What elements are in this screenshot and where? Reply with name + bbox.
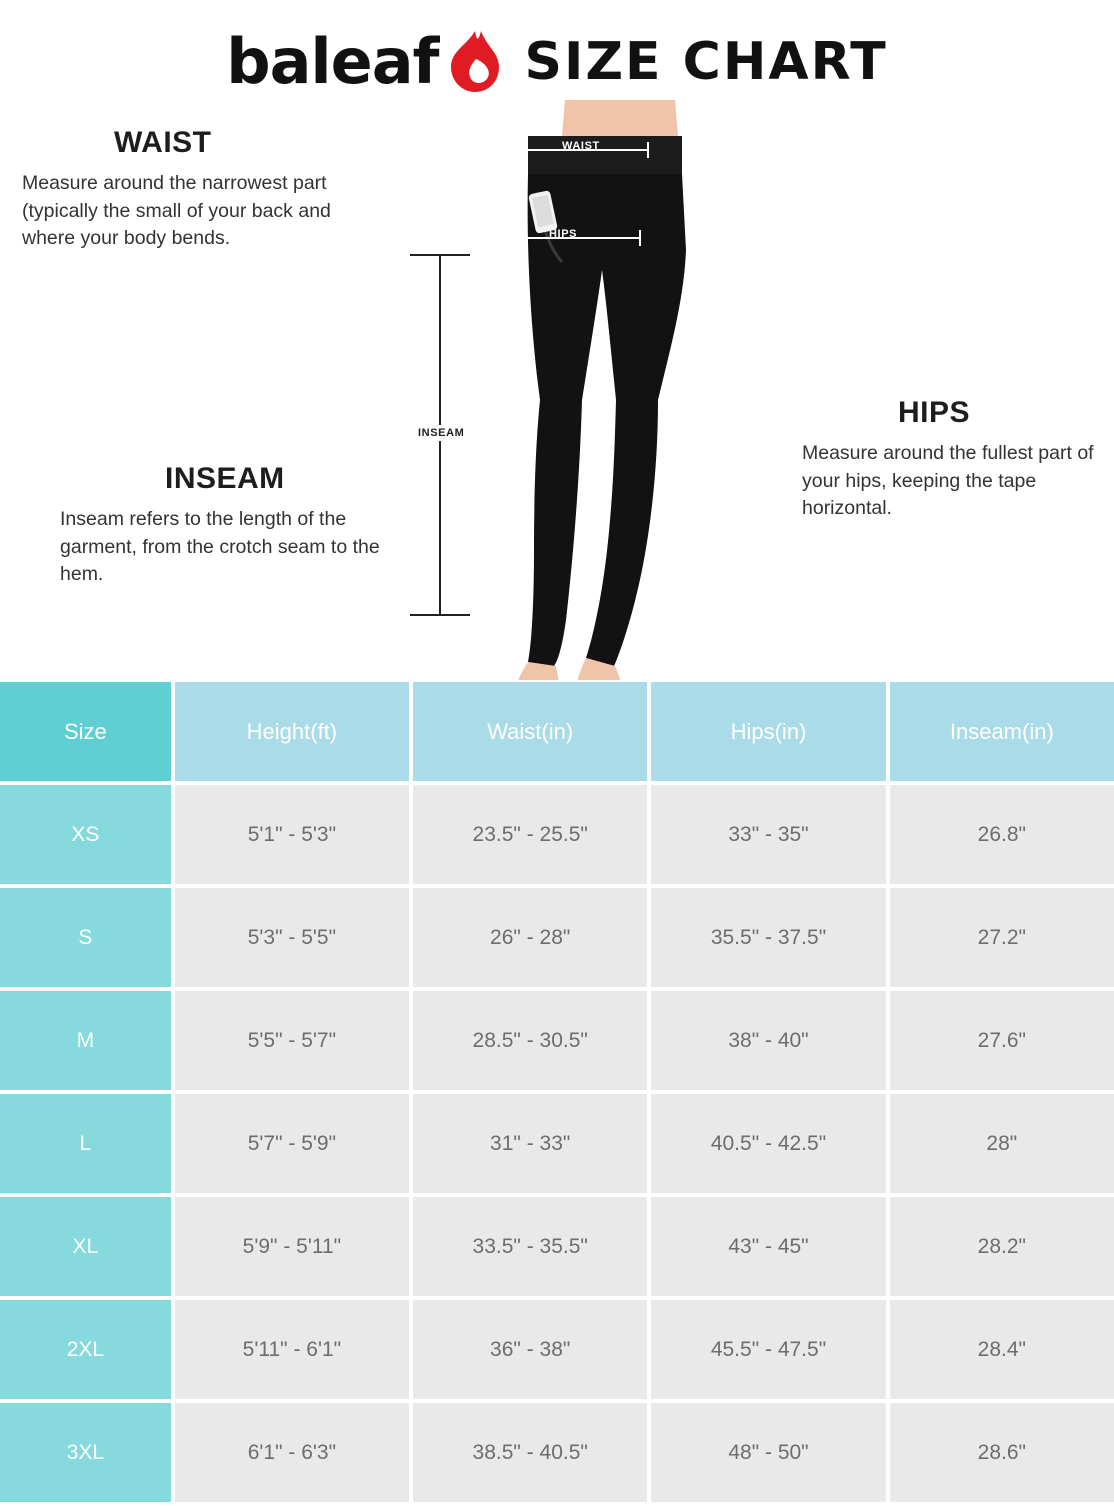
flame-icon <box>445 29 503 95</box>
cell-waist: 26" - 28" <box>413 888 647 987</box>
hips-description-block <box>802 396 1112 523</box>
cell-height: 5'9" - 5'11" <box>175 1197 409 1296</box>
leggings-figure-image <box>470 100 770 680</box>
measurement-illustration <box>0 100 1114 680</box>
cell-waist: 38.5" - 40.5" <box>413 1403 647 1502</box>
cell-height: 5'11" - 6'1" <box>175 1300 409 1399</box>
cell-height: 5'1" - 5'3" <box>175 785 409 884</box>
cell-size: 3XL <box>0 1403 171 1502</box>
cell-height: 5'7" - 5'9" <box>175 1094 409 1193</box>
cell-hips: 43" - 45" <box>651 1197 885 1296</box>
table-row <box>0 1197 1114 1296</box>
waist-description-block <box>22 126 372 253</box>
cell-size: 2XL <box>0 1300 171 1399</box>
cell-inseam: 27.2" <box>890 888 1114 987</box>
cell-inseam: 26.8" <box>890 785 1114 884</box>
cell-waist: 33.5" - 35.5" <box>413 1197 647 1296</box>
cell-hips: 35.5" - 37.5" <box>651 888 885 987</box>
cell-waist: 23.5" - 25.5" <box>413 785 647 884</box>
column-header-size: Size <box>0 682 171 781</box>
table-row <box>0 1300 1114 1399</box>
diagram-label-inseam: INSEAM <box>418 427 465 439</box>
cell-hips: 33" - 35" <box>651 785 885 884</box>
hips-heading: HIPS <box>898 396 971 429</box>
diagram-label-waist: WAIST <box>562 140 600 152</box>
cell-hips: 45.5" - 47.5" <box>651 1300 885 1399</box>
hips-description: Measure around the fullest part of your hips, keeping the tape horizontal. <box>802 442 1094 520</box>
inseam-description-block <box>60 462 420 589</box>
table-header-row <box>0 682 1114 781</box>
table-row <box>0 991 1114 1090</box>
column-header-waist: Waist(in) <box>413 682 647 781</box>
waist-description: Measure around the narrowest part (typically the small of your back and where your body bends. <box>22 172 331 250</box>
cell-waist: 36" - 38" <box>413 1300 647 1399</box>
cell-hips: 38" - 40" <box>651 991 885 1090</box>
cell-size: S <box>0 888 171 987</box>
cell-size: M <box>0 991 171 1090</box>
table-row <box>0 1094 1114 1193</box>
cell-waist: 31" - 33" <box>413 1094 647 1193</box>
cell-height: 6'1" - 6'3" <box>175 1403 409 1502</box>
brand-logo-text: baleaf <box>226 25 439 98</box>
inseam-heading: INSEAM <box>165 462 285 495</box>
table-row <box>0 1403 1114 1502</box>
cell-inseam: 28.2" <box>890 1197 1114 1296</box>
cell-inseam: 28.4" <box>890 1300 1114 1399</box>
table-row <box>0 888 1114 987</box>
cell-waist: 28.5" - 30.5" <box>413 991 647 1090</box>
diagram-label-hips: HIPS <box>549 228 578 240</box>
table-row <box>0 785 1114 884</box>
cell-inseam: 28" <box>890 1094 1114 1193</box>
size-chart-table <box>0 682 1114 1506</box>
cell-height: 5'5" - 5'7" <box>175 991 409 1090</box>
column-header-inseam: Inseam(in) <box>890 682 1114 781</box>
cell-hips: 40.5" - 42.5" <box>651 1094 885 1193</box>
column-header-hips: Hips(in) <box>651 682 885 781</box>
cell-hips: 48" - 50" <box>651 1403 885 1502</box>
cell-size: L <box>0 1094 171 1193</box>
cell-inseam: 27.6" <box>890 991 1114 1090</box>
waist-heading: WAIST <box>114 126 212 159</box>
inseam-description: Inseam refers to the length of the garment, from the crotch seam to the hem. <box>60 508 380 586</box>
page-title: SIZE CHART <box>524 32 888 92</box>
cell-inseam: 28.6" <box>890 1403 1114 1502</box>
page-header <box>0 16 1114 108</box>
cell-height: 5'3" - 5'5" <box>175 888 409 987</box>
cell-size: XS <box>0 785 171 884</box>
column-header-height: Height(ft) <box>175 682 409 781</box>
cell-size: XL <box>0 1197 171 1296</box>
